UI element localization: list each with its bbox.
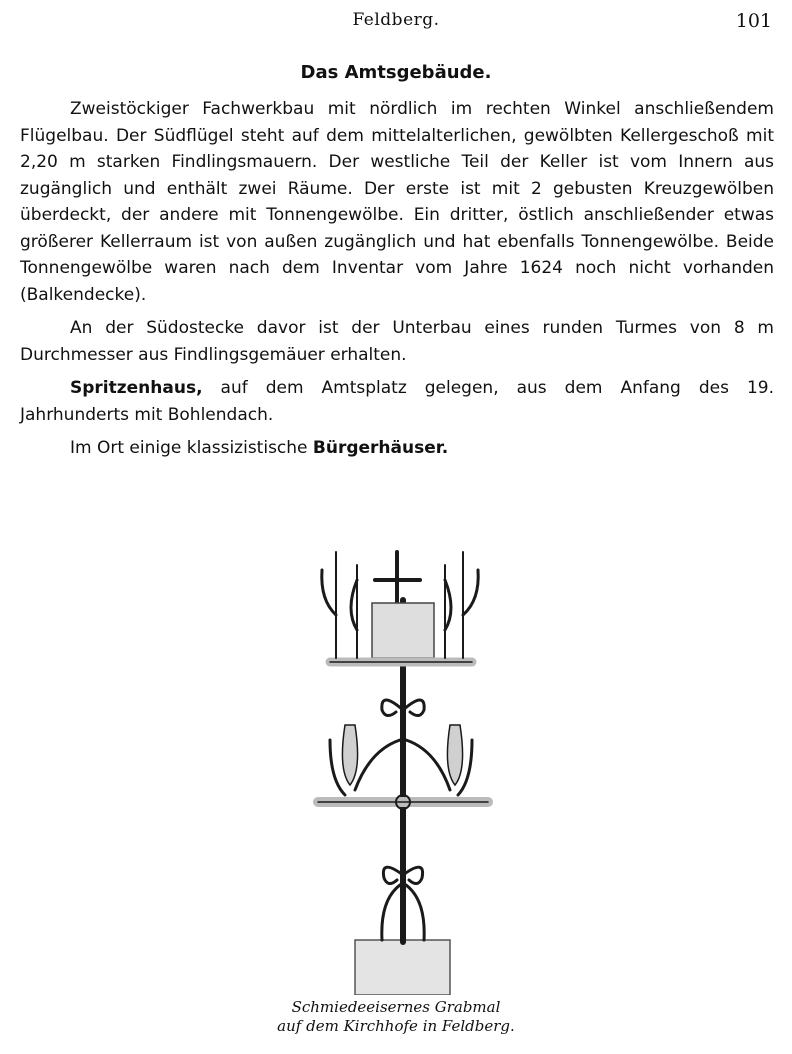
paragraph-turm: An der Südostecke davor ist der Unterbau eines runden Turmes von 8 m Durchmesser aus Findlingsgemäuer erhalten. xyxy=(20,318,774,365)
caption-line-2: auf dem Kirchhofe in Feldberg. xyxy=(277,1017,515,1035)
term-spritzenhaus: Spritzenhaus, xyxy=(70,378,203,398)
paragraph-spritzenhaus-text: auf dem Amtsplatz gelegen, aus dem Anfang des 19. Jahrhunderts mit Bohlendach. xyxy=(20,378,774,425)
running-title: Feldberg. xyxy=(352,10,440,30)
paragraph-spritzenhaus xyxy=(20,375,774,428)
body-text xyxy=(20,96,774,469)
figure-caption xyxy=(0,998,792,1036)
grave-cross-figure xyxy=(300,540,500,995)
section-heading: Das Amtsgebäude. xyxy=(300,62,492,83)
caption-line-1: Schmiedeeisernes Grabmal xyxy=(291,998,501,1016)
paragraph-amtsgebaeude: Zweistöckiger Fachwerkbau mit nördlich im rechten Winkel anschließendem Flügelbau. Der Südflügel steht auf dem mittelalterlichen, gewölbten Kellergeschoß mit 2,20 m starken Findlingsmauern. Der westliche Teil der Keller ist vom Innern aus zugänglich und enthält zwei Räume. Der erste ist mit 2 gebusten Kreuzgewölben überdeckt, der andere mit Tonnengewölbe. Ein dritter, östlich anschließender etwas größerer Kellerraum ist von außen zugänglich und hat ebenfalls Tonnengewölbe. Beide Tonnengewölbe waren nach dem Inventar vom Jahre 1624 noch nicht vorhanden (Balkendecke). xyxy=(20,99,774,305)
term-buergerhaeuser: Bürgerhäuser. xyxy=(312,438,449,458)
paragraph-buergerhaeuser xyxy=(20,435,774,462)
running-head xyxy=(0,10,792,36)
page-number: 101 xyxy=(735,10,772,32)
paragraph-buergerhaeuser-text: Im Ort einige klassizistische xyxy=(70,438,313,458)
wrought-iron-grave-marker-illustration xyxy=(300,540,500,995)
